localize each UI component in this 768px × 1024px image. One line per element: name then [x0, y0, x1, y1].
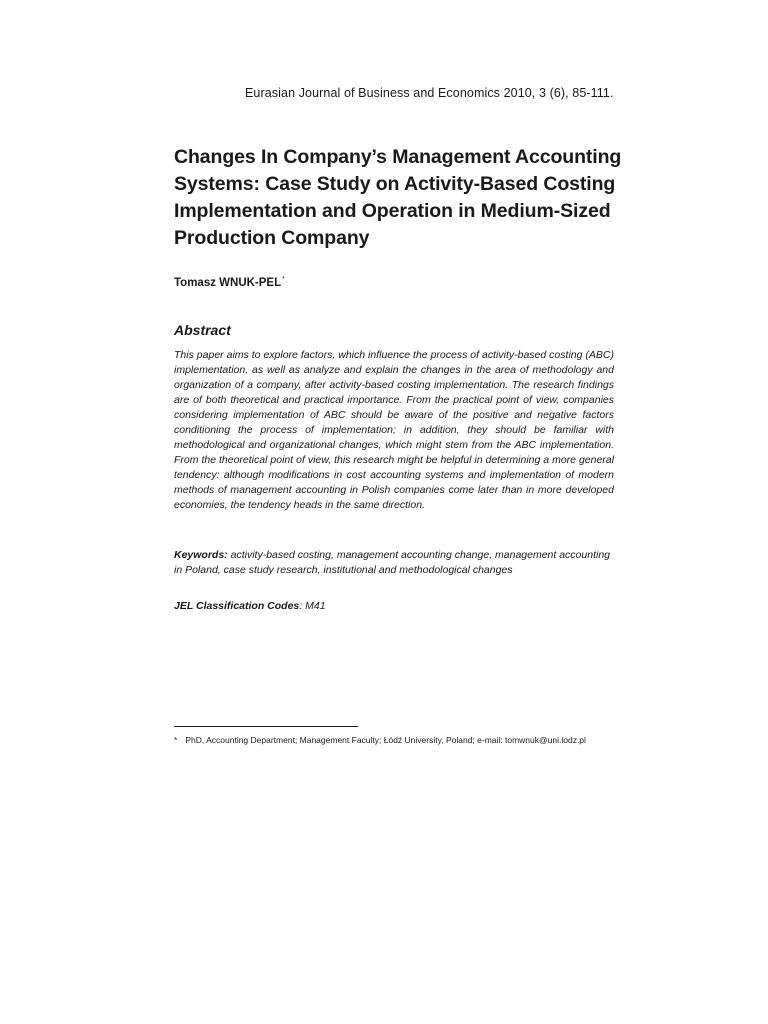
author-name: Tomasz WNUK-PEL [174, 277, 282, 289]
footnote-text: PhD, Accounting Department; Management Faculty; Łódź University, Poland; e-mail: tomwnuk@uni.lodz.pl [185, 735, 586, 745]
keywords-text: activity-based costing, management accounting change, management accounting in Poland, case study research, institutional and methodological changes [174, 549, 611, 576]
keywords-label: Keywords: [174, 549, 228, 561]
footnote [174, 734, 614, 746]
jel-separator: : [299, 600, 303, 612]
author-footnote-mark: * [282, 276, 285, 283]
jel-label: JEL Classification Codes [174, 600, 300, 612]
paper-title: Changes In Company’s Management Accounting Systems: Case Study on Activity-Based Costing Implementation and Operation in Medium-Sized Production Company [174, 146, 622, 249]
footnote-divider [174, 726, 358, 727]
abstract-body: This paper aims to explore factors, which influence the process of activity-based costing (ABC) implementation, as well as analyze and explain the changes in the area of methodology and organization of a company, after activity-based costing implementation. The research findings are of both theoretical and practical importance. From the practical point of view, companies considering implementation of ABC should be aware of the positive and negative factors conditioning the process of implementation; in addition, they should be familiar with methodological and organizational changes, which might stem from the ABC implementation. From the theoretical point of view, this research might be helpful in determining a more general tendency: although modifications in cost accounting systems and implementation of modern methods of management accounting in Polish companies come later than in more developed economies, the tendency heads in the same direction. [174, 349, 614, 511]
jel-codes-line [174, 600, 326, 612]
abstract-heading: Abstract [174, 322, 231, 338]
keywords-paragraph [174, 548, 614, 578]
journal-citation: Eurasian Journal of Business and Economics 2010, 3 (6), 85-111. [245, 86, 614, 100]
jel-value: M41 [302, 600, 326, 612]
footnote-mark: * [174, 735, 178, 745]
author-line [174, 276, 285, 289]
